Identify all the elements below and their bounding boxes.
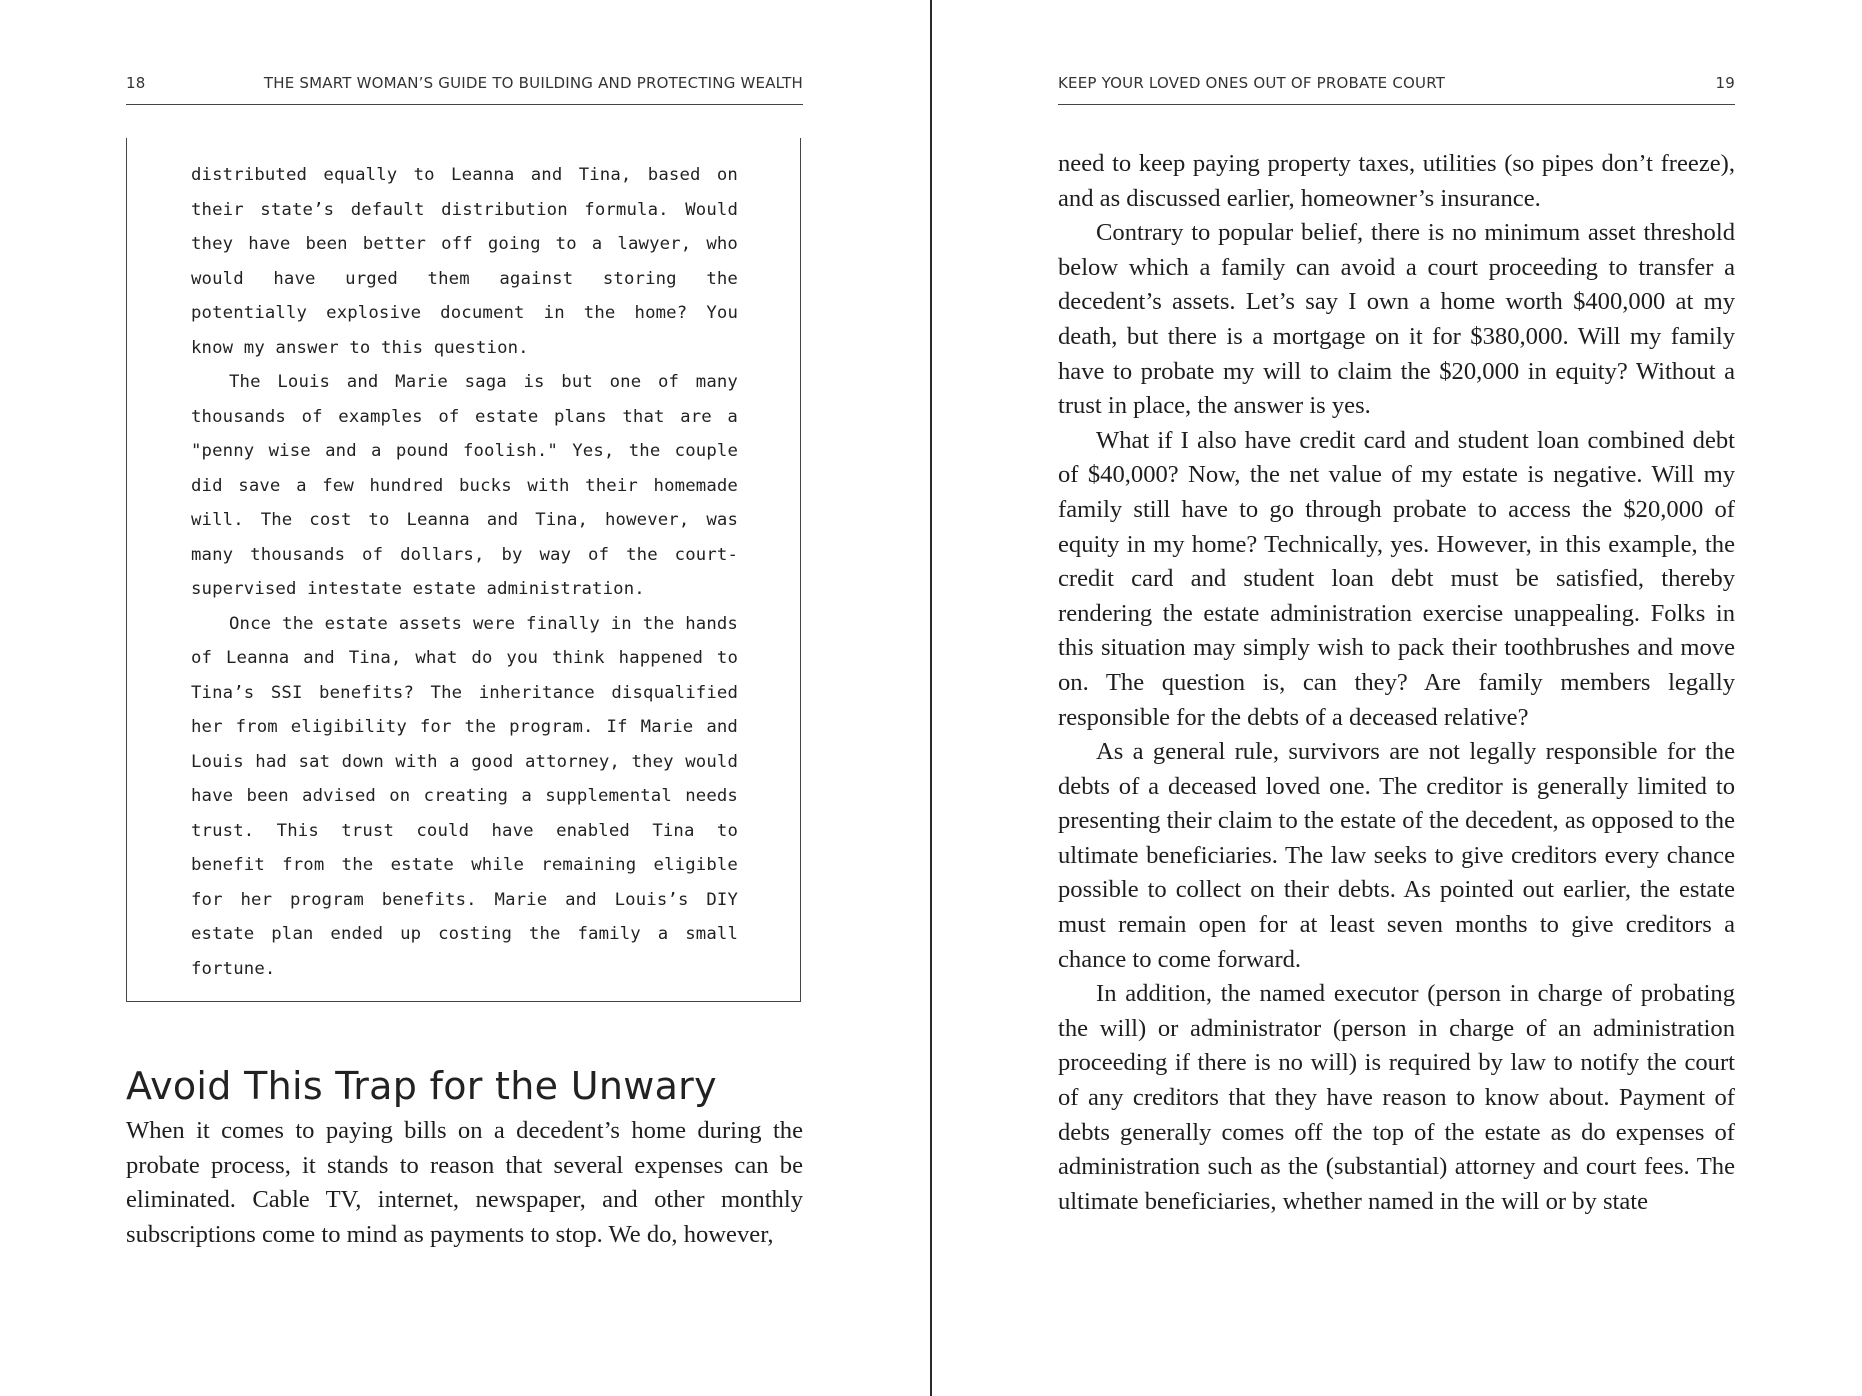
body-paragraph: When it comes to paying bills on a decedent’s home during the probate process, it stands to reason that several expenses can be eliminated. Cable TV, internet, newspaper, and other monthly subscriptions come to mind as payments to stop. We do, however,: [126, 1117, 803, 1248]
body-text: [126, 1114, 803, 1252]
running-title: THE SMART WOMAN’S GUIDE TO BUILDING AND PROTECTING WEALTH: [263, 74, 803, 92]
sidebar-paragraph: The Louis and Marie saga is but one of many thousands of examples of estate plans that are a "penny wise and a pound foolish." Yes, the couple did save a few hundred bucks with their homemade will. The cost to Leanna and Tina, however, was many thousands of dollars, by way of the court-supervised intestate estate administration.: [191, 372, 738, 599]
body-paragraph: Contrary to popular belief, there is no minimum asset threshold below which a family can avoid a court proceeding to transfer a decedent’s assets. Let’s say I own a home worth $400,000 at my death, but there is a mortgage on it for $380,000. Will my family have to probate my will to claim the $20,000 in equity? Without a trust in place, the answer is yes.: [1058, 219, 1735, 420]
body-text: [1058, 147, 1735, 1219]
right-page: [1058, 0, 1735, 1396]
sidebar-text: [191, 158, 738, 986]
running-head: [126, 74, 803, 105]
body-paragraph: What if I also have credit card and student loan combined debt of $40,000? Now, the net value of my estate is negative. Will my family still have to go through probate to access the $20,000 of equity in my home? Technically, yes. However, in this example, the credit card and student loan debt must be satisfied, thereby rendering the estate administration exercise unappealing. Folks in this situation may simply wish to pack their toothbrushes and move on. The question is, can they? Are family members legally responsible for the debts of a deceased relative?: [1058, 426, 1735, 731]
left-page: [126, 0, 803, 1396]
page-number: 19: [1715, 74, 1735, 92]
spread-gutter-line: [930, 0, 932, 1396]
body-paragraph: need to keep paying property taxes, utilities (so pipes don’t freeze), and as discussed earlier, homeowner’s insurance.: [1058, 150, 1735, 212]
page-number: 18: [126, 74, 146, 92]
body-paragraph: As a general rule, survivors are not legally responsible for the debts of a deceased loved one. The creditor is generally limited to presenting their claim to the estate of the decedent, as opposed to the ultimate beneficiaries. The law seeks to give creditors every chance possible to collect on their debts. As pointed out earlier, the estate must remain open for at least seven months to give creditors a chance to come forward.: [1058, 738, 1735, 973]
running-head: [1058, 74, 1735, 105]
body-paragraph: In addition, the named executor (person in charge of probating the will) or administrator (person in charge of an administration proceeding if there is no will) is required by law to notify the court of any creditors that they have reason to know about. Payment of debts generally comes off the top of the estate as do expenses of administration such as the (substantial) attorney and court fees. The ultimate beneficiaries, whether named in the will or by state: [1058, 980, 1735, 1215]
case-study-sidebar: [126, 138, 801, 1002]
section-heading: Avoid This Trap for the Unwary: [126, 1064, 717, 1108]
running-title: KEEP YOUR LOVED ONES OUT OF PROBATE COURT: [1058, 74, 1446, 92]
sidebar-paragraph: Once the estate assets were finally in the hands of Leanna and Tina, what do you think happened to Tina’s SSI benefits? The inheritance disqualified her from eligibility for the program. If Marie and Louis had sat down with a good attorney, they would have been advised on creating a supplemental needs trust. This trust could have enabled Tina to benefit from the estate while remaining eligible for her program benefits. Marie and Louis’s DIY estate plan ended up costing the family a small fortune.: [191, 613, 738, 979]
sidebar-paragraph: distributed equally to Leanna and Tina, based on their state’s default distribution formula. Would they have been better off going to a lawyer, who would have urged them against storing the potentially explosive document in the home? You know my answer to this question.: [191, 165, 738, 358]
